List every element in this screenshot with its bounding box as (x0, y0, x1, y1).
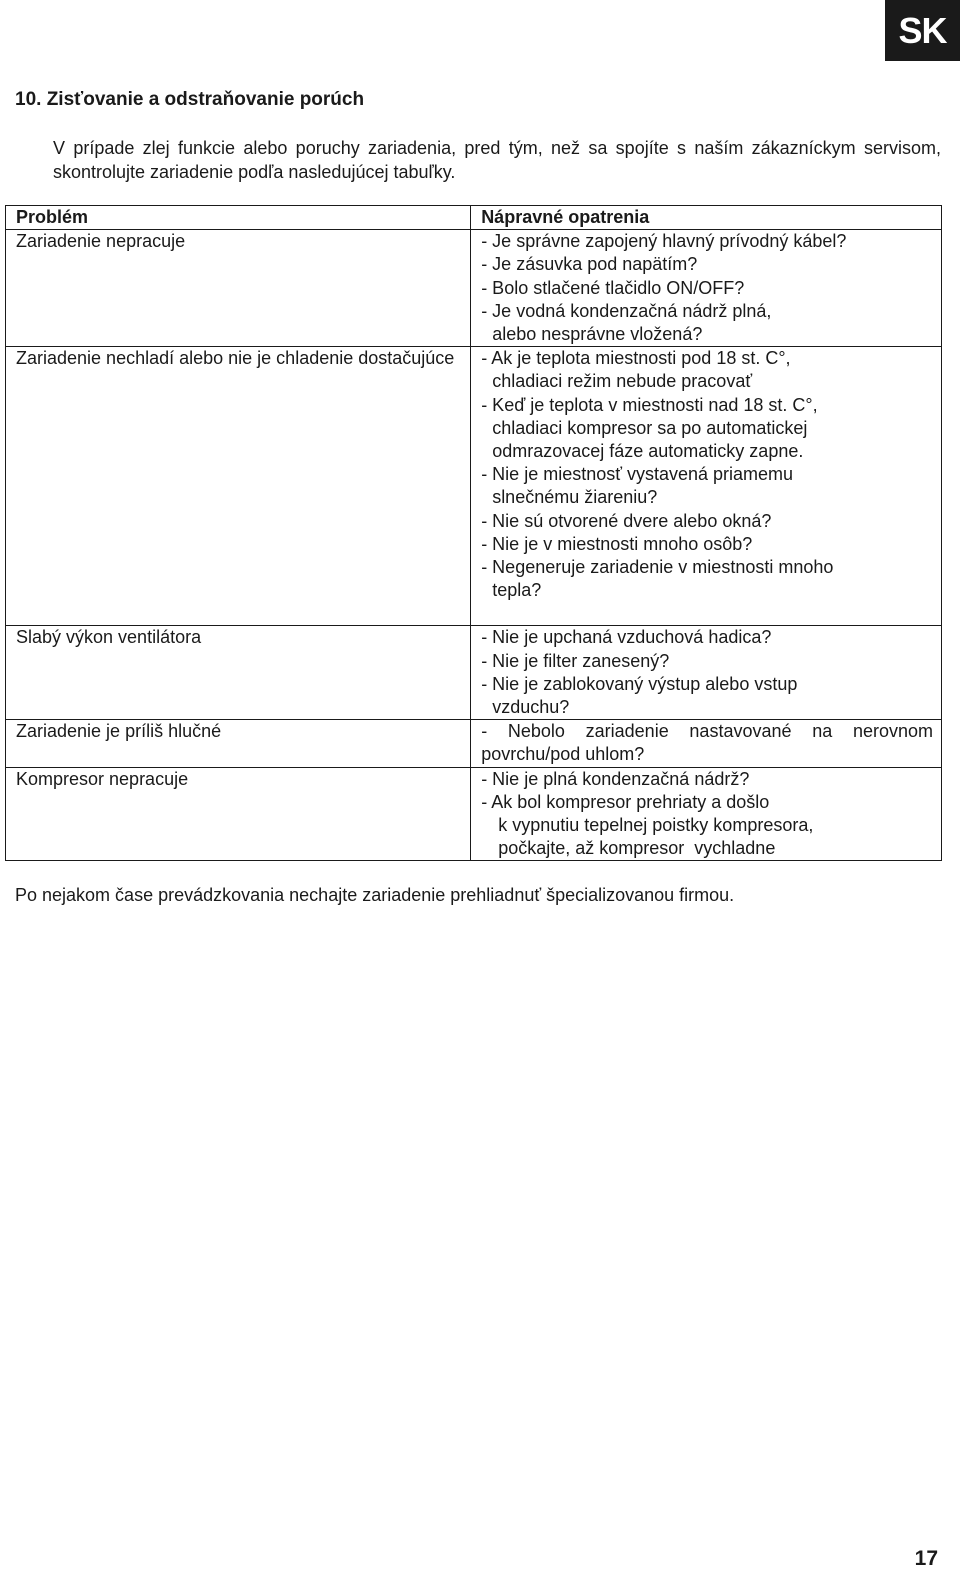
remedy-line: tepla? (492, 580, 542, 601)
problem-text: Kompresor nepracuje (16, 768, 189, 789)
table-row (6, 767, 942, 861)
table-header-row (6, 206, 942, 230)
remedy-line: - Nie je zablokovaný výstup alebo vstup (481, 673, 798, 694)
remedy-cell (471, 230, 942, 347)
remedy-line: počkajte, až kompresor vychladne (498, 838, 776, 859)
remedy-line: slnečnému žiareniu? (492, 487, 658, 508)
remedy-cell (471, 626, 942, 720)
problem-cell (6, 767, 471, 861)
remedy-line: k vypnutiu tepelnej poistky kompresora, (498, 815, 814, 836)
remedy-line: - Je správne zapojený hlavný prívodný kábel? (481, 231, 847, 252)
table-row (6, 720, 942, 767)
intro-paragraph: V prípade zlej funkcie alebo poruchy zariadenia, pred tým, než sa spojíte s naším zákazníckym servisom, skontrolujte zariadenie podľa nasledujúcej tabuľky. (53, 138, 941, 182)
remedy-line: - Negeneruje zariadenie v miestnosti mnoho (481, 557, 834, 578)
remedy-line: chladiaci kompresor sa po automatickej (492, 417, 808, 438)
language-badge: SK (885, 0, 960, 61)
remedy-list (471, 347, 941, 602)
remedy-line: - Nie je upchaná vzduchová hadica? (481, 627, 772, 648)
remedy-line: - Nie je v miestnosti mnoho osôb? (481, 533, 753, 554)
problem-text: Zariadenie je príliš hlučné (16, 721, 222, 742)
remedy-line: - Nebolo zariadenie nastavované na nerovnom povrchu/pod uhlom? (481, 721, 933, 765)
remedy-line: alebo nesprávne vložená? (492, 324, 703, 345)
remedy-list (471, 626, 941, 719)
table-row (6, 626, 942, 720)
troubleshooting-table (5, 205, 942, 861)
remedy-cell (471, 767, 942, 861)
remedy-list (471, 720, 941, 766)
footer-note: Po nejakom čase prevádzkovania nechajte zariadenie prehliadnuť špecializovanou firmou. (15, 885, 735, 905)
remedy-line: - Nie sú otvorené dvere alebo okná? (481, 510, 772, 531)
header-remedy (471, 206, 942, 230)
problem-cell (6, 720, 471, 767)
remedy-line: - Bolo stlačené tlačidlo ON/OFF? (481, 277, 745, 298)
remedy-line: odmrazovacej fáze automaticky zapne. (492, 441, 804, 462)
remedy-line: vzduchu? (492, 697, 570, 718)
section-title: 10. Zisťovanie a odstraňovanie porúch (15, 89, 365, 110)
remedy-cell (471, 347, 942, 626)
remedy-line: - Nie je miestnosť vystavená priamemu (481, 464, 794, 485)
remedy-line: - Nie je filter zanesený? (481, 650, 670, 671)
table-row (6, 230, 942, 347)
remedy-line: - Keď je teplota v miestnosti nad 18 st. C°, (481, 394, 818, 415)
header-remedy-label: Nápravné opatrenia (481, 207, 650, 227)
problem-text: Slabý výkon ventilátora (16, 627, 202, 648)
remedy-list (471, 230, 941, 346)
problem-text: Zariadenie nechladí alebo nie je chladenie dostačujúce (16, 348, 455, 369)
remedy-line: - Ak bol kompresor prehriaty a došlo (481, 791, 770, 812)
problem-cell (6, 230, 471, 347)
page-number: 17 (914, 1547, 938, 1570)
remedy-line: chladiaci režim nebude pracovať (492, 371, 753, 392)
header-problem-label: Problém (16, 207, 89, 227)
problem-cell (6, 347, 471, 626)
remedy-list (471, 768, 941, 861)
remedy-line: - Nie je plná kondenzačná nádrž? (481, 768, 750, 789)
remedy-cell (471, 720, 942, 767)
remedy-line: - Je zásuvka pod napätím? (481, 254, 698, 275)
header-problem (6, 206, 471, 230)
problem-text: Zariadenie nepracuje (16, 231, 186, 252)
problem-cell (6, 626, 471, 720)
table-row (6, 347, 942, 626)
remedy-line: - Je vodná kondenzačná nádrž plná, (481, 300, 772, 321)
remedy-line: - Ak je teplota miestnosti pod 18 st. C°, (481, 348, 791, 369)
